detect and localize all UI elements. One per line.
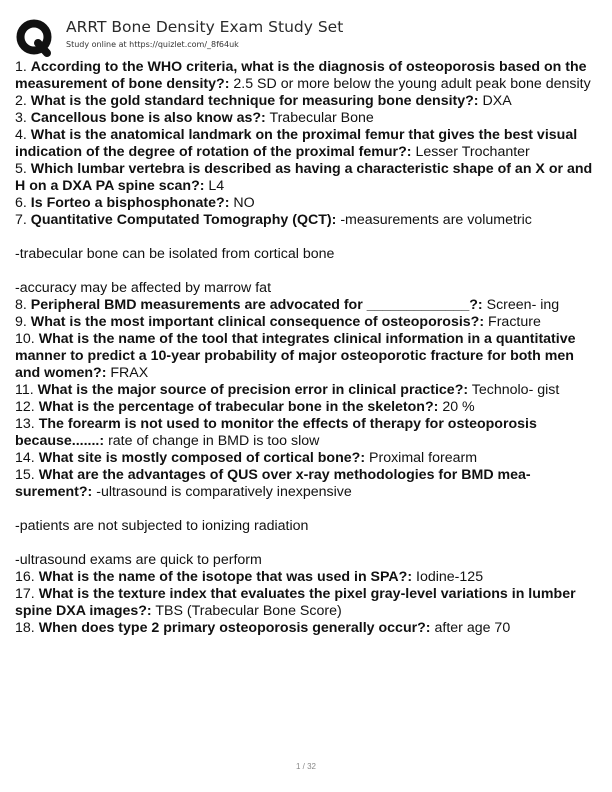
blank-line — [15, 263, 600, 280]
qa-item — [15, 399, 600, 416]
qa-number: 9. — [15, 314, 27, 330]
answer-text: FRAX — [110, 365, 149, 381]
qa-item — [15, 569, 600, 586]
qa-item — [15, 467, 600, 501]
qa-number: 3. — [15, 110, 27, 126]
qa-item — [15, 382, 600, 399]
qa-item — [15, 212, 600, 229]
qa-item — [15, 331, 600, 382]
answer-text: Iodine-125 — [416, 569, 484, 585]
document-subtitle: Study online at https://quizlet.com/_8f64uk — [66, 40, 239, 49]
qa-item — [15, 161, 600, 195]
qa-item — [15, 127, 600, 161]
question-text: What are the advantages of QUS over x-ray methodologies for BMD mea- surement?: — [15, 467, 531, 500]
qa-number: 18. — [15, 620, 35, 636]
flashcard-list — [15, 59, 600, 637]
answer-continuation: -accuracy may be affected by marrow fat — [15, 280, 272, 296]
question-text: Quantitative Computated Tomography (QCT): — [30, 212, 337, 228]
qa-item — [15, 59, 600, 93]
qa-item — [15, 450, 600, 467]
qa-number: 8. — [15, 297, 27, 313]
qa-number: 10. — [15, 331, 35, 347]
page-number: 1 / 32 — [295, 762, 316, 771]
blank-line — [15, 501, 600, 518]
qa-number: 4. — [15, 127, 27, 143]
answer-text: DXA — [482, 93, 512, 109]
qa-item — [15, 297, 600, 314]
qa-number: 14. — [15, 450, 35, 466]
answer-text: -ultrasound is comparatively inexpensive — [96, 484, 352, 500]
quizlet-logo-icon — [16, 18, 56, 58]
qa-number: 16. — [15, 569, 35, 585]
question-text: What site is mostly composed of cortical bone?: — [38, 450, 366, 466]
qa-item — [15, 314, 600, 331]
answer-text: L4 — [208, 178, 225, 194]
qa-number: 7. — [15, 212, 27, 228]
question-text: Which lumbar vertebra is described as having a characteristic shape of an X or and H on a DXA PA spine scan?: — [15, 161, 593, 194]
question-text: What is the gold standard technique for measuring bone density?: — [30, 93, 479, 109]
answer-continuation: -trabecular bone can be isolated from cortical bone — [15, 246, 335, 262]
question-text: What is the name of the tool that integrates clinical information in a quantitative manner to predict a 10-year probability of major osteoporotic fracture for both men and women?: — [15, 331, 576, 381]
answer-text: 2.5 SD or more below the young adult peak bone density — [233, 76, 591, 92]
question-text: What is the texture index that evaluates the pixel gray-level variations in lumber spine DXA images?: — [15, 586, 576, 619]
question-text: Cancellous bone is also know as?: — [30, 110, 266, 126]
qa-item — [15, 110, 600, 127]
answer-text: NO — [233, 195, 255, 211]
qa-item — [15, 93, 600, 110]
document-title: ARRT Bone Density Exam Study Set — [66, 18, 344, 36]
qa-number: 1. — [15, 59, 27, 75]
qa-item — [15, 620, 600, 637]
answer-text: rate of change in BMD is too slow — [108, 433, 320, 449]
qa-number: 13. — [15, 416, 35, 432]
qa-number: 2. — [15, 93, 27, 109]
question-text: What is the percentage of trabecular bone in the skeleton?: — [38, 399, 439, 415]
question-text: According to the WHO criteria, what is the diagnosis of osteoporosis based on the measurement of bone density?: — [15, 59, 587, 92]
qa-number: 12. — [15, 399, 35, 415]
answer-text: Proximal forearm — [369, 450, 478, 466]
qa-number: 6. — [15, 195, 27, 211]
answer-continuation: -ultrasound exams are quick to perform — [15, 552, 262, 568]
question-text: What is the anatomical landmark on the proximal femur that gives the best visual indication of the degree of rotation of the proximal femur?: — [15, 127, 578, 160]
answer-text: -measurements are volumetric — [340, 212, 532, 228]
question-text: Peripheral BMD measurements are advocated for _____________?: — [30, 297, 483, 313]
qa-item — [15, 195, 600, 212]
question-text: What is the most important clinical consequence of osteoporosis?: — [30, 314, 485, 330]
blank-line — [15, 535, 600, 552]
qa-number: 17. — [15, 586, 35, 602]
document-header — [14, 14, 598, 56]
answer-text: 20 % — [442, 399, 475, 415]
answer-text: Technolo- gist — [471, 382, 560, 398]
answer-text: after age 70 — [434, 620, 511, 636]
qa-number: 11. — [15, 382, 34, 398]
qa-item — [15, 416, 600, 450]
answer-text: Fracture — [488, 314, 541, 330]
answer-text: Lesser Trochanter — [415, 144, 530, 160]
question-text: When does type 2 primary osteoporosis generally occur?: — [38, 620, 431, 636]
answer-text: Trabecular Bone — [269, 110, 374, 126]
question-text: What is the major source of precision error in clinical practice?: — [37, 382, 469, 398]
answer-continuation: -patients are not subjected to ionizing radiation — [15, 518, 309, 534]
answer-text: TBS (Trabecular Bone Score) — [155, 603, 342, 619]
answer-text: Screen- ing — [486, 297, 560, 313]
qa-item — [15, 586, 600, 620]
question-text: Is Forteo a bisphosphonate?: — [30, 195, 230, 211]
blank-line — [15, 229, 600, 246]
qa-number: 15. — [15, 467, 35, 483]
question-text: The forearm is not used to monitor the effects of therapy for osteoporosis because.......: — [15, 416, 537, 449]
qa-number: 5. — [15, 161, 27, 177]
question-text: What is the name of the isotope that was used in SPA?: — [38, 569, 413, 585]
